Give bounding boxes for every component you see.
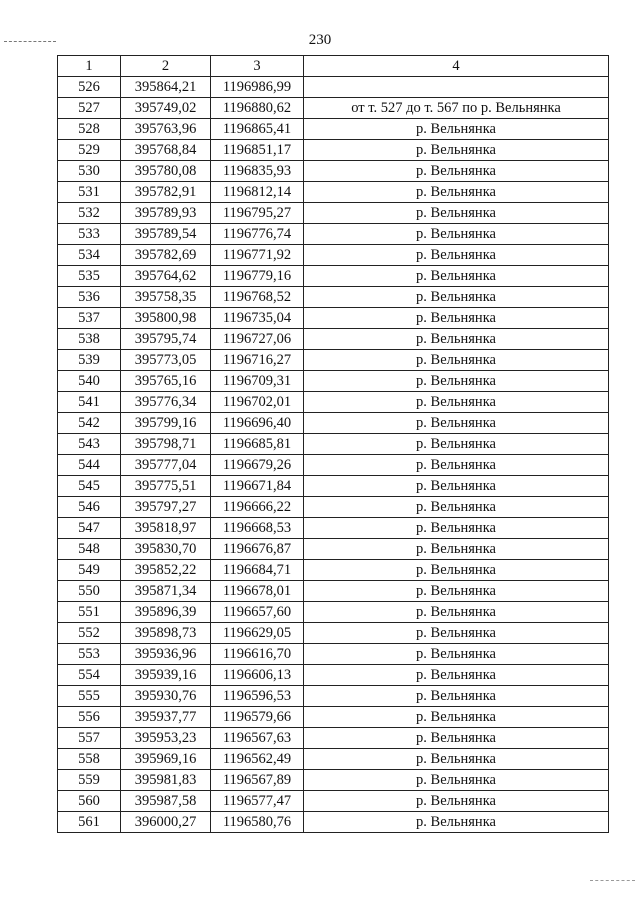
- table-row: [58, 329, 609, 350]
- x-coordinate-cell: 395800,98: [121, 308, 211, 329]
- table-row: [58, 539, 609, 560]
- description-cell: р. Вельнянка: [304, 686, 609, 707]
- description-cell: р. Вельнянка: [304, 623, 609, 644]
- x-coordinate-cell: 395758,35: [121, 287, 211, 308]
- y-coordinate-cell: 1196716,27: [211, 350, 304, 371]
- description-cell: р. Вельнянка: [304, 287, 609, 308]
- description-cell: от т. 527 до т. 567 по р. Вельнянка: [304, 98, 609, 119]
- table-row: [58, 602, 609, 623]
- y-coordinate-cell: 1196580,76: [211, 812, 304, 833]
- table-row: [58, 770, 609, 791]
- description-cell: р. Вельнянка: [304, 329, 609, 350]
- point-number-cell: 552: [58, 623, 121, 644]
- description-cell: р. Вельнянка: [304, 350, 609, 371]
- y-coordinate-cell: 1196865,41: [211, 119, 304, 140]
- table-row: [58, 812, 609, 833]
- x-coordinate-cell: 395830,70: [121, 539, 211, 560]
- x-coordinate-cell: 395969,16: [121, 749, 211, 770]
- x-coordinate-cell: 395930,76: [121, 686, 211, 707]
- description-cell: р. Вельнянка: [304, 581, 609, 602]
- x-coordinate-cell: 395789,93: [121, 203, 211, 224]
- description-cell: р. Вельнянка: [304, 434, 609, 455]
- description-cell: р. Вельнянка: [304, 371, 609, 392]
- table-row: [58, 161, 609, 182]
- table-row: [58, 644, 609, 665]
- x-coordinate-cell: 395871,34: [121, 581, 211, 602]
- description-cell: р. Вельнянка: [304, 812, 609, 833]
- x-coordinate-cell: 395777,04: [121, 455, 211, 476]
- description-cell: р. Вельнянка: [304, 266, 609, 287]
- description-cell: р. Вельнянка: [304, 539, 609, 560]
- description-cell: р. Вельнянка: [304, 770, 609, 791]
- description-cell: р. Вельнянка: [304, 161, 609, 182]
- x-coordinate-cell: 395749,02: [121, 98, 211, 119]
- table-row: [58, 308, 609, 329]
- y-coordinate-cell: 1196657,60: [211, 602, 304, 623]
- point-number-cell: 548: [58, 539, 121, 560]
- description-cell: р. Вельнянка: [304, 518, 609, 539]
- y-coordinate-cell: 1196851,17: [211, 140, 304, 161]
- x-coordinate-cell: 395797,27: [121, 497, 211, 518]
- x-coordinate-cell: 395937,77: [121, 707, 211, 728]
- y-coordinate-cell: 1196880,62: [211, 98, 304, 119]
- point-number-cell: 560: [58, 791, 121, 812]
- description-cell: [304, 77, 609, 98]
- table-row: [58, 266, 609, 287]
- column-header-description: 4: [304, 56, 609, 77]
- table-row: [58, 287, 609, 308]
- table-row: [58, 623, 609, 644]
- point-number-cell: 530: [58, 161, 121, 182]
- table-row: [58, 518, 609, 539]
- point-number-cell: 534: [58, 245, 121, 266]
- point-number-cell: 546: [58, 497, 121, 518]
- description-cell: р. Вельнянка: [304, 602, 609, 623]
- y-coordinate-cell: 1196685,81: [211, 434, 304, 455]
- y-coordinate-cell: 1196696,40: [211, 413, 304, 434]
- point-number-cell: 547: [58, 518, 121, 539]
- point-number-cell: 527: [58, 98, 121, 119]
- y-coordinate-cell: 1196676,87: [211, 539, 304, 560]
- point-number-cell: 533: [58, 224, 121, 245]
- y-coordinate-cell: 1196567,63: [211, 728, 304, 749]
- table-row: [58, 182, 609, 203]
- description-cell: р. Вельнянка: [304, 455, 609, 476]
- point-number-cell: 553: [58, 644, 121, 665]
- point-number-cell: 537: [58, 308, 121, 329]
- table-header-row: [58, 56, 609, 77]
- x-coordinate-cell: 395768,84: [121, 140, 211, 161]
- description-cell: р. Вельнянка: [304, 392, 609, 413]
- y-coordinate-cell: 1196596,53: [211, 686, 304, 707]
- description-cell: р. Вельнянка: [304, 791, 609, 812]
- point-number-cell: 544: [58, 455, 121, 476]
- x-coordinate-cell: 395789,54: [121, 224, 211, 245]
- description-cell: р. Вельнянка: [304, 476, 609, 497]
- table-row: [58, 455, 609, 476]
- y-coordinate-cell: 1196684,71: [211, 560, 304, 581]
- table-row: [58, 371, 609, 392]
- y-coordinate-cell: 1196679,26: [211, 455, 304, 476]
- point-number-cell: 541: [58, 392, 121, 413]
- column-header-y: 3: [211, 56, 304, 77]
- description-cell: р. Вельнянка: [304, 665, 609, 686]
- point-number-cell: 535: [58, 266, 121, 287]
- point-number-cell: 528: [58, 119, 121, 140]
- y-coordinate-cell: 1196795,27: [211, 203, 304, 224]
- y-coordinate-cell: 1196668,53: [211, 518, 304, 539]
- point-number-cell: 536: [58, 287, 121, 308]
- point-number-cell: 540: [58, 371, 121, 392]
- table-row: [58, 98, 609, 119]
- y-coordinate-cell: 1196768,52: [211, 287, 304, 308]
- point-number-cell: 558: [58, 749, 121, 770]
- y-coordinate-cell: 1196666,22: [211, 497, 304, 518]
- page-number: 230: [308, 32, 332, 48]
- y-coordinate-cell: 1196771,92: [211, 245, 304, 266]
- y-coordinate-cell: 1196629,05: [211, 623, 304, 644]
- table-row: [58, 728, 609, 749]
- x-coordinate-cell: 395764,62: [121, 266, 211, 287]
- y-coordinate-cell: 1196562,49: [211, 749, 304, 770]
- description-cell: р. Вельнянка: [304, 497, 609, 518]
- table-row: [58, 392, 609, 413]
- table-row: [58, 560, 609, 581]
- description-cell: р. Вельнянка: [304, 728, 609, 749]
- y-coordinate-cell: 1196986,99: [211, 77, 304, 98]
- x-coordinate-cell: 395864,21: [121, 77, 211, 98]
- y-coordinate-cell: 1196577,47: [211, 791, 304, 812]
- x-coordinate-cell: 395898,73: [121, 623, 211, 644]
- description-cell: р. Вельнянка: [304, 308, 609, 329]
- table-row: [58, 686, 609, 707]
- x-coordinate-cell: 395818,97: [121, 518, 211, 539]
- point-number-cell: 542: [58, 413, 121, 434]
- x-coordinate-cell: 395939,16: [121, 665, 211, 686]
- point-number-cell: 529: [58, 140, 121, 161]
- y-coordinate-cell: 1196776,74: [211, 224, 304, 245]
- table-row: [58, 350, 609, 371]
- table-row: [58, 140, 609, 161]
- x-coordinate-cell: 395852,22: [121, 560, 211, 581]
- description-cell: р. Вельнянка: [304, 413, 609, 434]
- point-number-cell: 532: [58, 203, 121, 224]
- description-cell: р. Вельнянка: [304, 140, 609, 161]
- x-coordinate-cell: 395776,34: [121, 392, 211, 413]
- y-coordinate-cell: 1196567,89: [211, 770, 304, 791]
- point-number-cell: 543: [58, 434, 121, 455]
- x-coordinate-cell: 396000,27: [121, 812, 211, 833]
- x-coordinate-cell: 395765,16: [121, 371, 211, 392]
- y-coordinate-cell: 1196678,01: [211, 581, 304, 602]
- x-coordinate-cell: 395936,96: [121, 644, 211, 665]
- y-coordinate-cell: 1196579,66: [211, 707, 304, 728]
- scan-artifact-line: [590, 880, 635, 881]
- table-row: [58, 77, 609, 98]
- y-coordinate-cell: 1196671,84: [211, 476, 304, 497]
- y-coordinate-cell: 1196779,16: [211, 266, 304, 287]
- table-row: [58, 476, 609, 497]
- x-coordinate-cell: 395987,58: [121, 791, 211, 812]
- point-number-cell: 551: [58, 602, 121, 623]
- table-row: [58, 119, 609, 140]
- column-header-point-number: 1: [58, 56, 121, 77]
- x-coordinate-cell: 395798,71: [121, 434, 211, 455]
- point-number-cell: 559: [58, 770, 121, 791]
- x-coordinate-cell: 395795,74: [121, 329, 211, 350]
- point-number-cell: 526: [58, 77, 121, 98]
- point-number-cell: 549: [58, 560, 121, 581]
- table-row: [58, 203, 609, 224]
- point-number-cell: 531: [58, 182, 121, 203]
- description-cell: р. Вельнянка: [304, 560, 609, 581]
- table-row: [58, 749, 609, 770]
- coordinates-table: [57, 55, 609, 833]
- table-row: [58, 434, 609, 455]
- y-coordinate-cell: 1196727,06: [211, 329, 304, 350]
- y-coordinate-cell: 1196709,31: [211, 371, 304, 392]
- point-number-cell: 554: [58, 665, 121, 686]
- x-coordinate-cell: 395780,08: [121, 161, 211, 182]
- description-cell: р. Вельнянка: [304, 203, 609, 224]
- description-cell: р. Вельнянка: [304, 224, 609, 245]
- x-coordinate-cell: 395763,96: [121, 119, 211, 140]
- y-coordinate-cell: 1196735,04: [211, 308, 304, 329]
- description-cell: р. Вельнянка: [304, 182, 609, 203]
- column-header-x: 2: [121, 56, 211, 77]
- x-coordinate-cell: 395782,91: [121, 182, 211, 203]
- point-number-cell: 538: [58, 329, 121, 350]
- x-coordinate-cell: 395981,83: [121, 770, 211, 791]
- table-row: [58, 413, 609, 434]
- point-number-cell: 556: [58, 707, 121, 728]
- y-coordinate-cell: 1196702,01: [211, 392, 304, 413]
- description-cell: р. Вельнянка: [304, 749, 609, 770]
- point-number-cell: 561: [58, 812, 121, 833]
- point-number-cell: 550: [58, 581, 121, 602]
- point-number-cell: 539: [58, 350, 121, 371]
- table-row: [58, 224, 609, 245]
- y-coordinate-cell: 1196812,14: [211, 182, 304, 203]
- x-coordinate-cell: 395773,05: [121, 350, 211, 371]
- table-row: [58, 665, 609, 686]
- description-cell: р. Вельнянка: [304, 245, 609, 266]
- point-number-cell: 557: [58, 728, 121, 749]
- table-row: [58, 497, 609, 518]
- table-row: [58, 245, 609, 266]
- y-coordinate-cell: 1196616,70: [211, 644, 304, 665]
- y-coordinate-cell: 1196835,93: [211, 161, 304, 182]
- table-row: [58, 581, 609, 602]
- point-number-cell: 555: [58, 686, 121, 707]
- table-row: [58, 791, 609, 812]
- x-coordinate-cell: 395953,23: [121, 728, 211, 749]
- y-coordinate-cell: 1196606,13: [211, 665, 304, 686]
- table-row: [58, 707, 609, 728]
- description-cell: р. Вельнянка: [304, 644, 609, 665]
- x-coordinate-cell: 395896,39: [121, 602, 211, 623]
- point-number-cell: 545: [58, 476, 121, 497]
- x-coordinate-cell: 395782,69: [121, 245, 211, 266]
- x-coordinate-cell: 395775,51: [121, 476, 211, 497]
- description-cell: р. Вельнянка: [304, 119, 609, 140]
- description-cell: р. Вельнянка: [304, 707, 609, 728]
- x-coordinate-cell: 395799,16: [121, 413, 211, 434]
